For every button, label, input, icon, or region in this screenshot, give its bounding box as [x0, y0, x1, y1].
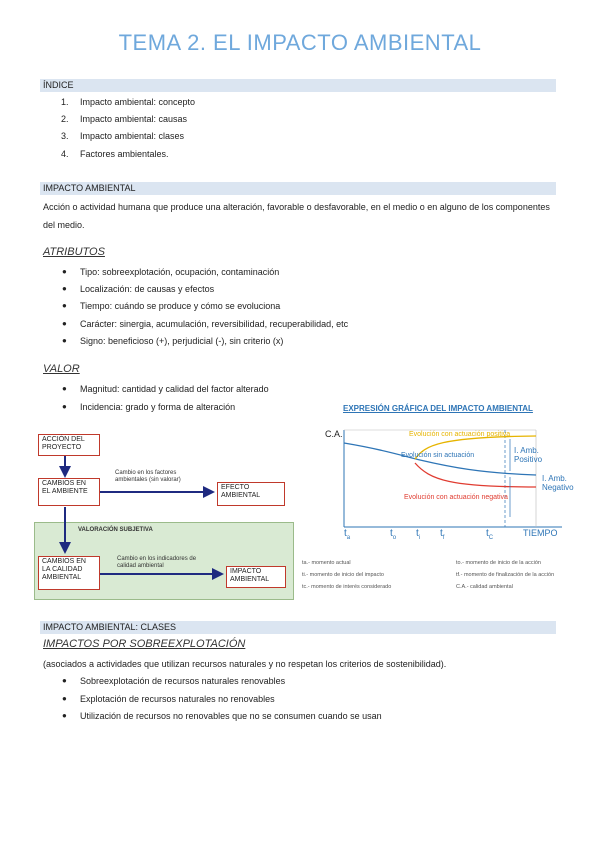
tick-tc: $t_C$	[486, 528, 494, 541]
bullet-icon: ●	[62, 267, 67, 276]
page-title: TEMA 2. EL IMPACTO AMBIENTAL	[118, 30, 482, 55]
bullet-icon: ●	[62, 384, 67, 393]
index-item: Impacto ambiental: concepto	[80, 97, 196, 107]
bullet-icon: ●	[62, 336, 67, 345]
clase-item: Sobreexplotación de recursos naturales renovables	[80, 676, 286, 686]
section-header-clases: IMPACTO AMBIENTAL: CLASES	[40, 621, 556, 634]
atributo-item: Carácter: sinergia, acumulación, reversibilidad, recuperabilidad, etc	[80, 319, 349, 329]
valor-item: Magnitud: cantidad y calidad del factor alterado	[80, 384, 269, 394]
curve-none	[344, 443, 536, 475]
impacto-negativo-label: I. Amb. Negativo	[542, 474, 574, 492]
legend-item: C.A.- calidad ambiental	[456, 584, 513, 590]
index-number: 4.	[61, 149, 69, 159]
curve-neg-label: Evolución con actuación negativa	[404, 494, 508, 501]
index-number: 1.	[61, 97, 69, 107]
accion-box: ACCIÓN DEL PROYECTO	[38, 434, 100, 456]
bullet-icon: ●	[62, 319, 67, 328]
impacto-positivo-label: I. Amb. Positivo	[514, 446, 543, 464]
index-item: Factores ambientales.	[80, 149, 169, 159]
legend-item: tc.- momento de interés considerado	[302, 584, 392, 590]
definition-paragraph: Acción o actividad humana que produce una alteración, favorable o desfavorable, en el medio o en alguno de los componentes del medio.	[43, 202, 550, 230]
valor-heading: VALOR	[43, 363, 80, 375]
sobreexplotacion-heading: IMPACTOS POR SOBREEXPLOTACIÓN	[43, 638, 246, 650]
graph-xlabel: TIEMPO	[523, 528, 558, 538]
valor-item: Incidencia: grado y forma de alteración	[80, 402, 236, 412]
atributos-heading: ATRIBUTOS	[43, 246, 105, 258]
legend-item: tf.- momento de finalización de la acción	[456, 572, 555, 578]
curve-none-label: Evolución sin actuación	[401, 452, 475, 459]
legend-item: ta.- momento actual	[302, 560, 351, 566]
graph-title: EXPRESIÓN GRÁFICA DEL IMPACTO AMBIENTAL	[343, 404, 533, 413]
curve-pos-label: Evolución con actuación positiva	[409, 431, 511, 438]
bullet-icon: ●	[62, 402, 67, 411]
graph-ylabel: C.A.	[325, 429, 343, 439]
cambios-box: CAMBIOS EN EL AMBIENTE	[38, 478, 100, 506]
clases-note: (asociados a actividades que utilizan recursos naturales y no respetan los criterios de sostenibilidad).	[43, 659, 447, 669]
bullet-icon: ●	[62, 711, 67, 720]
efecto-box: EFECTO AMBIENTAL	[217, 482, 285, 506]
cambio-indicadores-label: Cambio en los indicadores de calidad ambiental	[117, 556, 197, 569]
atributo-item: Tipo: sobreexplotación, ocupación, contaminación	[80, 267, 280, 277]
section-header-indice: ÍNDICE	[40, 79, 556, 92]
cambio-factores-label: Cambio en los factores ambientales (sin valorar)	[115, 470, 181, 483]
tick-ta: $t_a$	[344, 528, 351, 541]
index-item: Impacto ambiental: causas	[80, 114, 188, 124]
tick-tf: $t_f$	[440, 528, 445, 541]
clase-item: Explotación de recursos naturales no renovables	[80, 694, 275, 704]
bullet-icon: ●	[62, 694, 67, 703]
clase-item: Utilización de recursos no renovables que no se consumen cuando se usan	[80, 711, 382, 721]
legend-item: to.- momento de inicio de la acción	[456, 560, 541, 566]
bullet-icon: ●	[62, 284, 67, 293]
tick-ti: $t_i$	[416, 528, 421, 541]
index-number: 3.	[61, 131, 69, 141]
atributo-item: Signo: beneficioso (+), perjudicial (-), sin criterio (x)	[80, 336, 284, 346]
cambios-calidad-box: CAMBIOS EN LA CALIDAD AMBIENTAL	[38, 556, 100, 590]
index-item: Impacto ambiental: clases	[80, 131, 185, 141]
bullet-icon: ●	[62, 301, 67, 310]
legend-item: ti.- momento de inicio del impacto	[302, 572, 384, 578]
curve-neg	[415, 463, 536, 487]
index-number: 2.	[61, 114, 69, 124]
tick-to: $t_o$	[390, 528, 397, 541]
atributo-item: Localización: de causas y efectos	[80, 284, 215, 294]
section-header-impacto: IMPACTO AMBIENTAL	[40, 182, 556, 195]
bullet-icon: ●	[62, 676, 67, 685]
impacto-box: IMPACTO AMBIENTAL	[226, 566, 286, 588]
atributo-item: Tiempo: cuándo se produce y cómo se evoluciona	[80, 301, 281, 311]
valoracion-label: VALORACIÓN SUBJETIVA	[78, 527, 153, 533]
